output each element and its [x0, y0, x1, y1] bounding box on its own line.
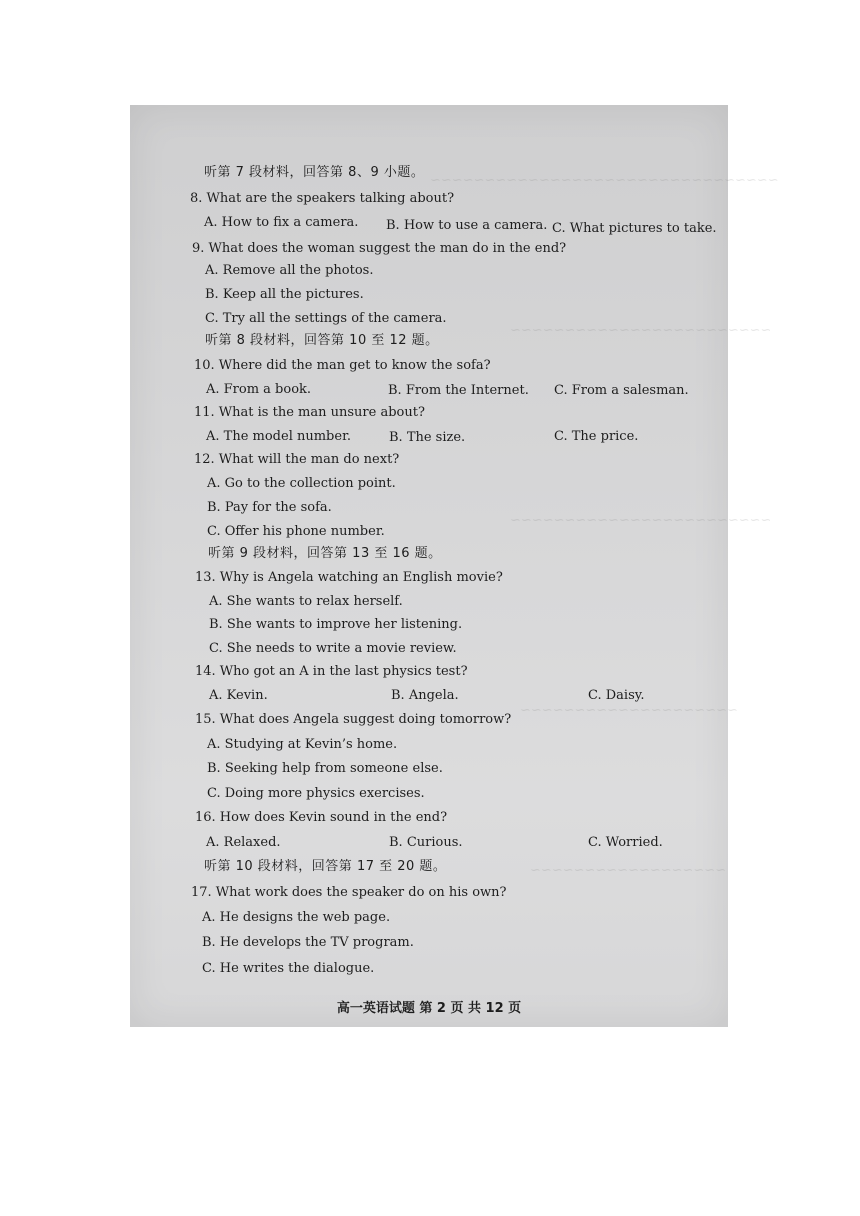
q8-option-b: B. How to use a camera.	[386, 218, 548, 233]
q8-option-a: A. How to fix a camera.	[204, 215, 359, 230]
q9-option-c: C. Try all the settings of the camera.	[205, 311, 447, 326]
q17-option-b: B. He develops the TV program.	[202, 935, 414, 950]
bleed-through-text: ~~~~~~~~~~~~~~~~~~~~	[520, 703, 738, 718]
q15-option-a: A. Studying at Kevin’s home.	[207, 737, 398, 752]
question-11: 11. What is the man unsure about?	[194, 405, 425, 420]
question-16: 16. How does Kevin sound in the end?	[195, 810, 448, 825]
question-9: 9. What does the woman suggest the man do in the end?	[192, 241, 567, 256]
section-7-heading: 听第 7 段材料，回答第 8、9 小题。	[204, 165, 425, 180]
section-8-heading: 听第 8 段材料，回答第 10 至 12 题。	[205, 333, 439, 348]
q10-option-b: B. From the Internet.	[388, 383, 529, 398]
question-12: 12. What will the man do next?	[194, 452, 400, 467]
q12-option-b: B. Pay for the sofa.	[207, 500, 332, 515]
section-10-heading: 听第 10 段材料，回答第 17 至 20 题。	[204, 859, 447, 874]
question-13: 13. Why is Angela watching an English movie?	[195, 570, 503, 585]
q10-option-a: A. From a book.	[206, 382, 312, 397]
question-15: 15. What does Angela suggest doing tomorrow?	[195, 712, 512, 727]
bleed-through-text: ~~~~~~~~~~~~~~~~~~~~~~~~	[510, 513, 772, 528]
q16-option-a: A. Relaxed.	[206, 835, 281, 850]
bleed-through-text: ~~~~~~~~~~~~~~~~~~~~~~~~~~~~~~~~	[430, 173, 779, 188]
q9-option-a: A. Remove all the photos.	[205, 263, 374, 278]
q12-option-a: A. Go to the collection point.	[207, 476, 396, 491]
q14-option-c: C. Daisy.	[588, 688, 645, 703]
bleed-through-text: ~~~~~~~~~~~~~~~~~~	[530, 863, 727, 878]
q14-option-a: A. Kevin.	[209, 688, 268, 703]
q9-option-b: B. Keep all the pictures.	[205, 287, 364, 302]
question-10: 10. Where did the man get to know the sofa?	[194, 358, 491, 373]
question-17: 17. What work does the speaker do on his own?	[191, 885, 507, 900]
q13-option-b: B. She wants to improve her listening.	[209, 617, 463, 632]
q14-option-b: B. Angela.	[391, 688, 459, 703]
q16-option-b: B. Curious.	[389, 835, 463, 850]
q12-option-c: C. Offer his phone number.	[207, 524, 385, 539]
q8-option-c: C. What pictures to take.	[552, 221, 717, 236]
q10-option-c: C. From a salesman.	[554, 383, 689, 398]
question-14: 14. Who got an A in the last physics test?	[195, 664, 468, 679]
q13-option-c: C. She needs to write a movie review.	[209, 641, 457, 656]
bleed-through-text: ~~~~~~~~~~~~~~~~~~~~~~~~	[510, 323, 772, 338]
q11-option-b: B. The size.	[389, 430, 466, 445]
section-9-heading: 听第 9 段材料，回答第 13 至 16 题。	[208, 546, 442, 561]
q13-option-a: A. She wants to relax herself.	[209, 594, 403, 609]
q15-option-c: C. Doing more physics exercises.	[207, 786, 425, 801]
q11-option-a: A. The model number.	[206, 429, 351, 444]
q17-option-c: C. He writes the dialogue.	[202, 961, 375, 976]
q17-option-a: A. He designs the web page.	[202, 910, 391, 925]
scanned-page	[130, 105, 779, 1027]
q15-option-b: B. Seeking help from someone else.	[207, 761, 443, 776]
q16-option-c: C. Worried.	[588, 835, 663, 850]
page-footer: 高一英语试题 第 2 页 共 12 页	[336, 1001, 522, 1016]
question-8: 8. What are the speakers talking about?	[190, 191, 455, 206]
q11-option-c: C. The price.	[554, 429, 639, 444]
